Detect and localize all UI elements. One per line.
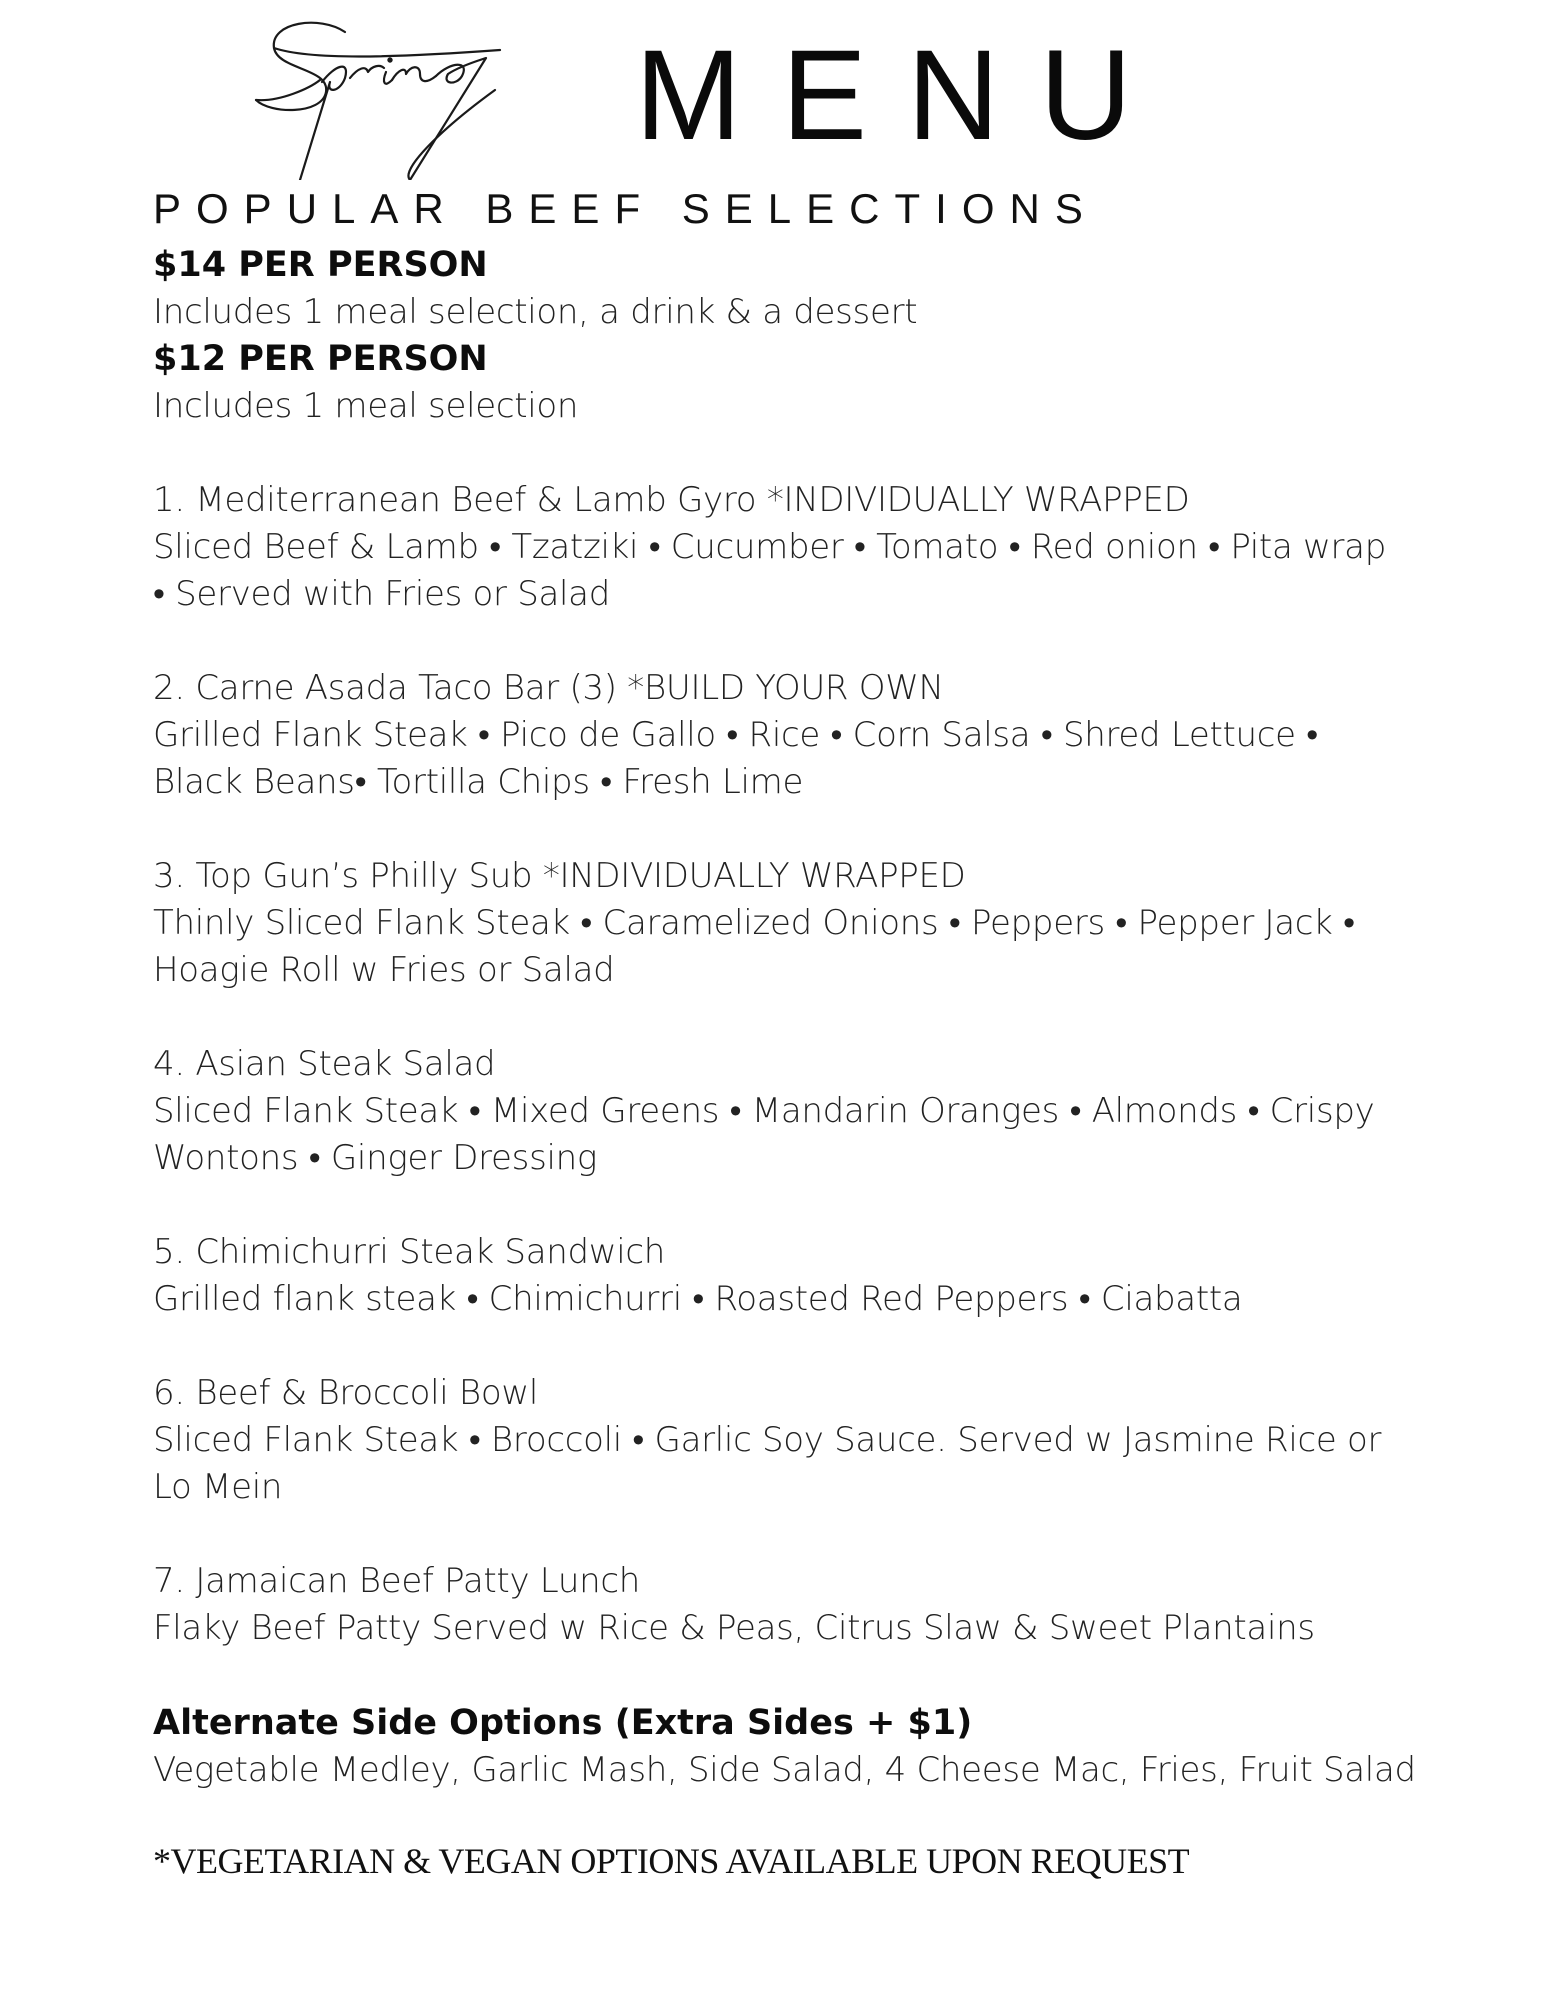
spring-script-logo <box>250 10 650 180</box>
menu-item <box>153 665 1443 806</box>
menu-item-description: Sliced Flank Steak • Mixed Greens • Mandarin Oranges • Almonds • Crispy <box>153 1091 1375 1131</box>
side-options-title: Alternate Side Options (Extra Sides + $1) <box>153 1703 973 1743</box>
menu-items-list <box>153 477 1443 1652</box>
menu-item <box>153 853 1443 994</box>
menu-item-title: 2. Carne Asada Taco Bar (3) *BUILD YOUR OWN <box>153 668 944 708</box>
price-tier-1-description: Includes 1 meal selection, a drink & a dessert <box>153 292 918 332</box>
menu-item-description: Thinly Sliced Flank Steak • Caramelized Onions • Peppers • Pepper Jack • <box>153 903 1355 943</box>
menu-item <box>153 1041 1443 1182</box>
vegetarian-note: *VEGETARIAN & VEGAN OPTIONS AVAILABLE UPON REQUEST <box>153 1841 1190 1881</box>
menu-item-description: • Served with Fries or Salad <box>153 574 610 614</box>
menu-item-title: 7. Jamaican Beef Patty Lunch <box>153 1561 640 1601</box>
menu-item-title: 3. Top Gun’s Philly Sub *INDIVIDUALLY WRAPPED <box>153 856 966 896</box>
menu-item <box>153 477 1443 618</box>
menu-item-description: Grilled Flank Steak • Pico de Gallo • Rice • Corn Salsa • Shred Lettuce • <box>153 715 1318 755</box>
menu-item-description: Hoagie Roll w Fries or Salad <box>153 950 615 990</box>
menu-item-title: 5. Chimichurri Steak Sandwich <box>153 1232 666 1272</box>
menu-item <box>153 1558 1443 1652</box>
menu-item-title: 1. Mediterranean Beef & Lamb Gyro *INDIVIDUALLY WRAPPED <box>153 480 1190 520</box>
menu-item-description: Grilled flank steak • Chimichurri • Roasted Red Peppers • Ciabatta <box>153 1279 1243 1319</box>
side-options-list: Vegetable Medley, Garlic Mash, Side Salad, 4 Cheese Mac, Fries, Fruit Salad <box>153 1750 1416 1790</box>
menu-item-description: Black Beans• Tortilla Chips • Fresh Lime <box>153 762 804 802</box>
price-tier-2-description: Includes 1 meal selection <box>153 386 579 426</box>
menu-item-title: 6. Beef & Broccoli Bowl <box>153 1373 539 1413</box>
menu-item-title: 4. Asian Steak Salad <box>153 1044 496 1084</box>
menu-item-description: Wontons • Ginger Dressing <box>153 1138 597 1178</box>
menu-title: MENU <box>635 24 1172 167</box>
price-tier-1: $14 PER PERSON <box>153 245 488 285</box>
menu-item <box>153 1229 1443 1323</box>
menu-item <box>153 1370 1443 1511</box>
section-title: POPULAR BEEF SELECTIONS <box>153 185 1098 232</box>
menu-header <box>250 10 1250 180</box>
menu-item-description: Lo Mein <box>153 1467 283 1507</box>
menu-content <box>153 185 1443 1885</box>
price-tier-2: $12 PER PERSON <box>153 339 488 379</box>
menu-item-description: Sliced Beef & Lamb • Tzatziki • Cucumber • Tomato • Red onion • Pita wrap <box>153 527 1386 567</box>
menu-item-description: Flaky Beef Patty Served w Rice & Peas, Citrus Slaw & Sweet Plantains <box>153 1608 1315 1648</box>
menu-item-description: Sliced Flank Steak • Broccoli • Garlic Soy Sauce. Served w Jasmine Rice or <box>153 1420 1382 1460</box>
